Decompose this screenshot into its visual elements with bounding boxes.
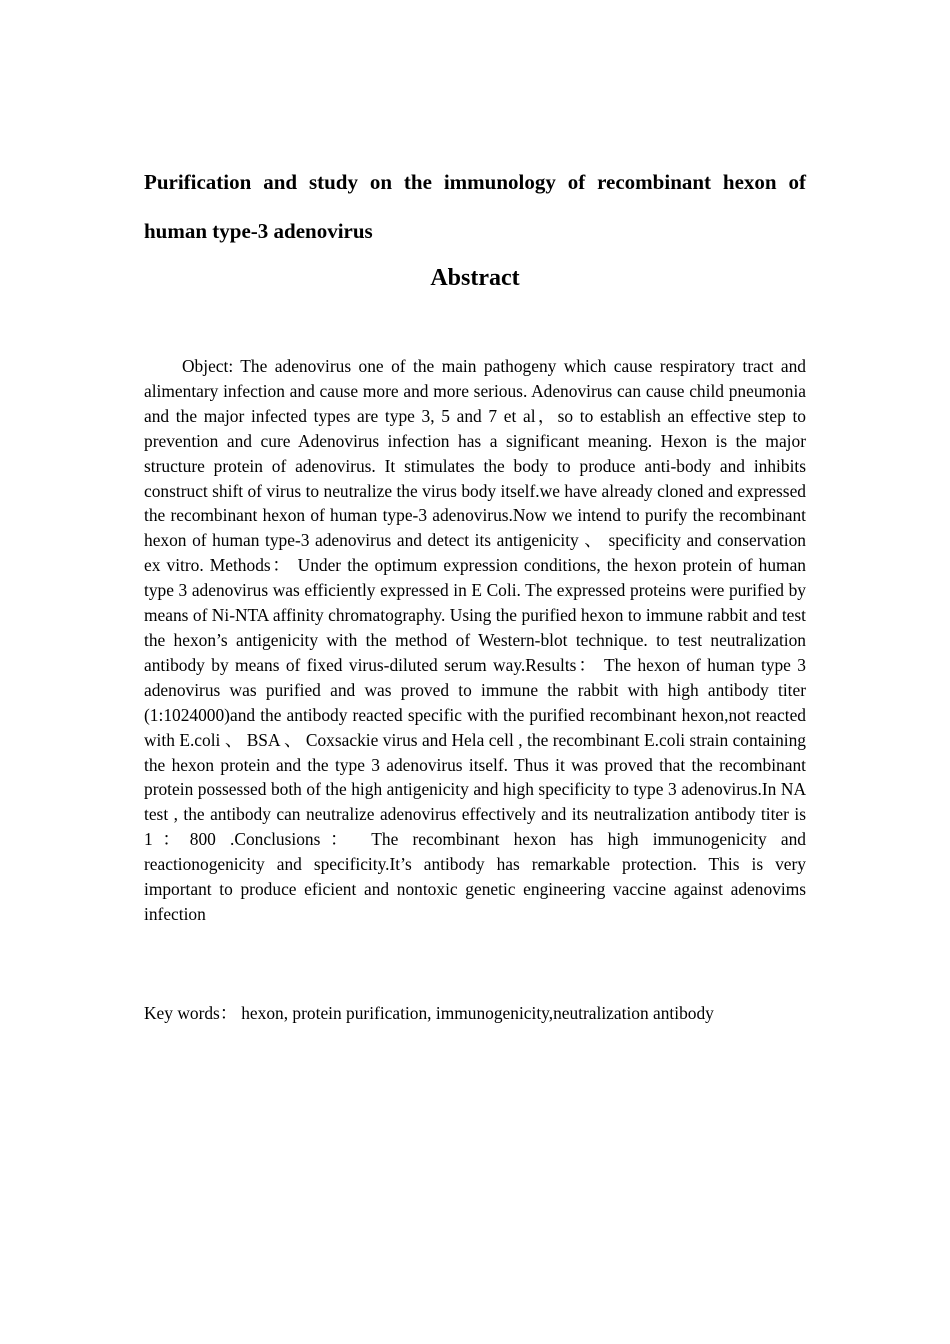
abstract-heading: Abstract <box>430 265 520 291</box>
abstract-body: Object: The adenovirus one of the main pathogeny which cause respiratory tract and alimentary infection and cause more and more serious. Adenovirus can cause child pneumonia and the major infected types are type 3, 5 and 7 et al，so to establish an effective step to prevention and cure Adenovirus infection has a significant meaning. Hexon is the major structure protein of adenovirus. It stimulates the body to produce anti-body and inhibits construct shift of virus to neutralize the virus body itself.we have already cloned and expressed the recombinant hexon of human type-3 adenovirus.Now we intend to purify the recombinant hexon of human type-3 adenovirus and detect its antigenicity 、 specificity and conservation ex vitro. Methods： Under the optimum expression conditions, the hexon protein of human type 3 adenovirus was efficiently expressed in E Coli. The expressed proteins were purified by means of Ni-NTA affinity chromatography. Using the purified hexon to immune rabbit and test the hexon’s antigenicity with the method of Western-blot technique. to test neutralization antibody by means of fixed virus-diluted serum way.Results： The hexon of human type 3 adenovirus was purified and was proved to immune the rabbit with high antibody titer (1:1024000)and the antibody reacted specific with the purified recombinant hexon,not reacted with E.coli 、 BSA 、 Coxsackie virus and Hela cell , the recombinant E.coli strain containing the hexon protein and the type 3 adenovirus itself. Thus it was proved that the recombinant protein possessed both of the high antigenicity and high specificity to type 3 adenovirus.In NA test , the antibody can neutralize adenovirus effectively and its neutralization antibody titer is 1：800 .Conclusions： The recombinant hexon has high immunogenicity and reactionogenicity and specificity.It’s antibody has remarkable protection. This is very important to produce eficient and nontoxic genetic engineering vaccine against adenovims infection <box>144 356 806 924</box>
keywords-list: hexon, protein purification, immunogenicity,neutralization antibody <box>241 1003 714 1023</box>
keywords-line <box>144 1001 806 1026</box>
paper-title: Purification and study on the immunology of recombinant hexon of human type-3 adenovirus <box>144 170 806 243</box>
keywords-label: Key words： <box>144 1003 238 1023</box>
